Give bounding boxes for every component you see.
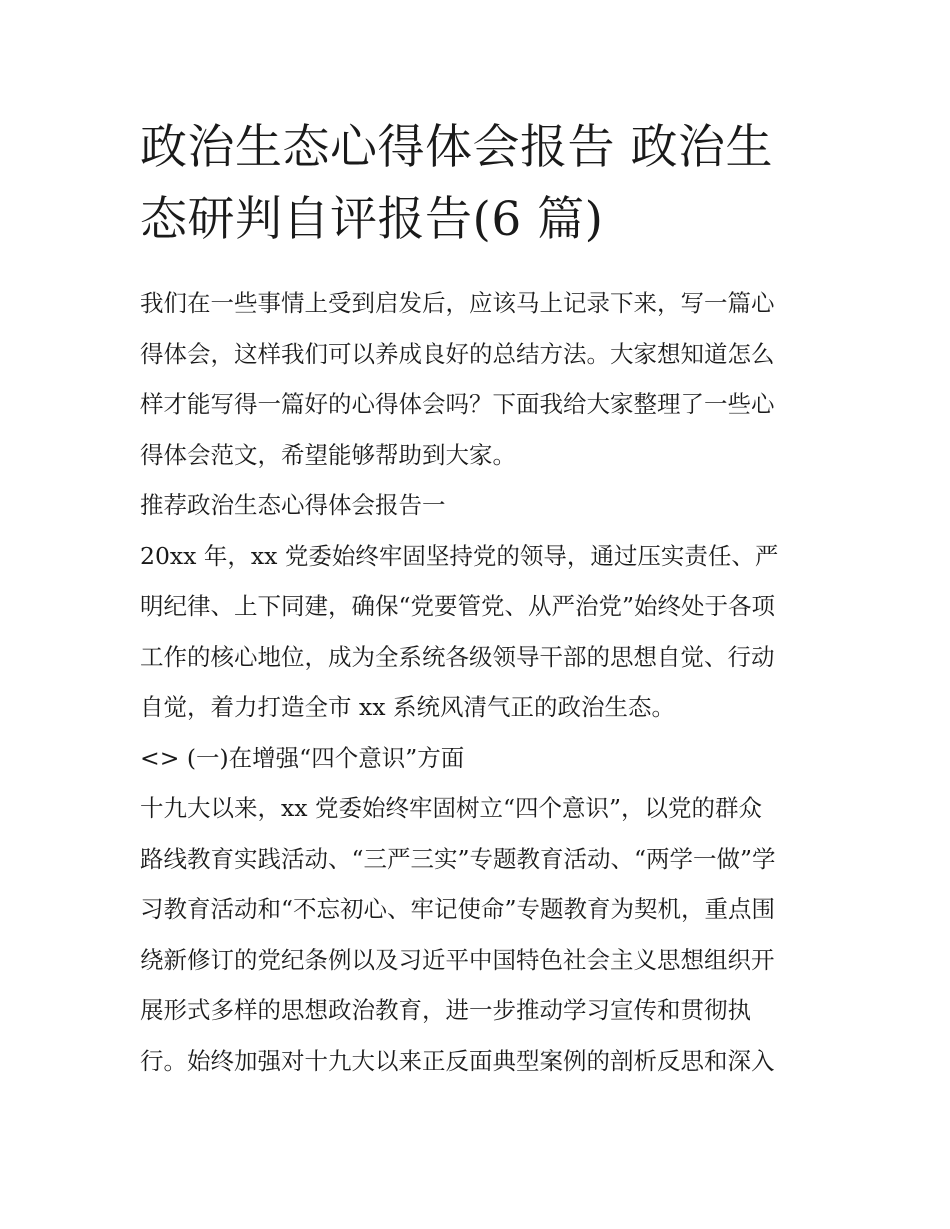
text-line: 明纪律、上下同建，确保“党要管党、从严治党”始终处于各项 [140,592,776,620]
text-line: 路线教育实践活动、“三严三实”专题教育活动、“两学一做”学 [140,844,776,873]
text-line: 自觉，着力打造全市 xx 系统风清气正的政治生态。 [140,693,675,721]
text-line: 习教育活动和“不忘初心、牢记使命”专题教育为契机，重点围 [140,895,776,923]
text-line: 20xx 年，xx 党委始终牢固坚持党的领导，通过压实责任、严 [140,541,779,570]
text-line: 得体会，这样我们可以养成良好的总结方法。大家想知道怎么 [140,339,775,368]
section-paragraph [140,531,812,733]
title-line: 态研判自评报告(6 篇) [140,192,604,247]
text-line: 行。始终加强对十九大以来正反面典型案例的剖析反思和深入 [140,1046,775,1075]
document-title [140,112,812,256]
text-line: 得体会范文，希望能够帮助到大家。 [140,440,516,469]
text-line: 展形式多样的思想政治教育，进一步推动学习宣传和贯彻执 [140,996,751,1024]
subsection-paragraph [140,783,812,1086]
text-line: 十九大以来，xx 党委始终牢固树立“四个意识”，以党的群众 [140,794,763,822]
text-line: 样才能写得一篇好的心得体会吗？下面我给大家整理了一些心 [140,390,775,418]
subsection-heading: <> (一)在增强“四个意识”方面 [140,743,465,772]
title-line: 政治生态心得体会报告 政治生 [140,120,773,175]
section-heading: 推荐政治生态心得体会报告一 [140,491,446,519]
text-line: 工作的核心地位，成为全系统各级领导干部的思想自觉、行动 [140,642,775,671]
text-line: 绕新修订的党纪条例以及习近平中国特色社会主义思想组织开 [140,945,775,974]
document-page [140,112,812,1086]
text-line: 我们在一些事情上受到启发后，应该马上记录下来，写一篇心 [140,289,775,317]
intro-paragraph [140,278,812,480]
